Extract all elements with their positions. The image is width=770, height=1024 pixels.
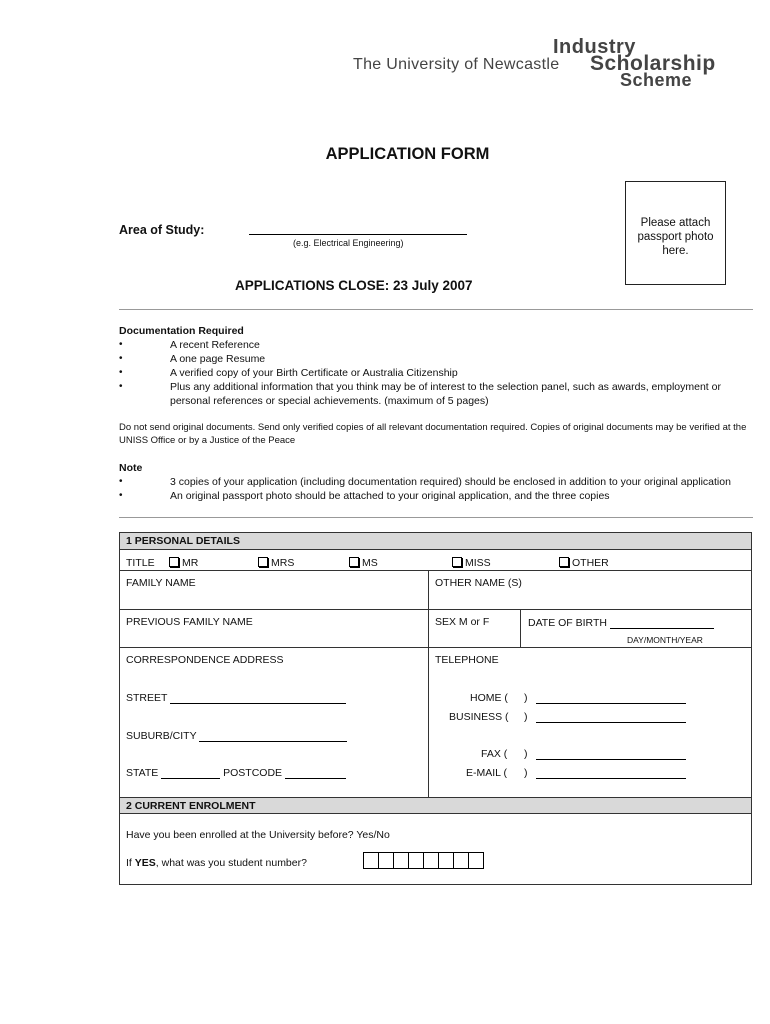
digit-box[interactable] <box>468 852 484 869</box>
student-number-question <box>126 857 307 869</box>
photo-box-line-3: here. <box>662 245 689 257</box>
enrolled-before-question: Have you been enrolled at the University before? Yes/No <box>126 829 390 841</box>
digit-box[interactable] <box>438 852 454 869</box>
question-rest: , what was you student number? <box>155 857 307 869</box>
digit-box[interactable] <box>408 852 424 869</box>
logo-line-scholarship: Scholarship <box>590 52 716 75</box>
checkbox-icon <box>258 557 268 567</box>
page-title: APPLICATION FORM <box>325 145 490 163</box>
yes-text: YES <box>134 857 156 869</box>
home-phone-field[interactable] <box>536 692 686 704</box>
suburb-text: SUBURB/CITY <box>126 730 197 742</box>
current-enrolment-heading: 2 CURRENT ENROLMENT <box>120 797 751 814</box>
dob-text: DATE OF BIRTH <box>528 617 607 629</box>
postcode-field[interactable] <box>285 767 346 779</box>
personal-details-heading: 1 PERSONAL DETAILS <box>120 533 751 550</box>
sex-label: SEX M or F <box>435 616 490 628</box>
digit-box[interactable] <box>363 852 379 869</box>
fax-field[interactable] <box>536 748 686 760</box>
telephone-label: TELEPHONE <box>435 654 499 666</box>
doc-item: A verified copy of your Birth Certificate or Australia Citizenship <box>170 367 458 379</box>
checkbox-icon <box>169 557 179 567</box>
divider <box>119 517 753 518</box>
street-text: STREET <box>126 692 168 704</box>
dob-format-hint: DAY/MONTH/YEAR <box>627 635 703 645</box>
student-number-field[interactable] <box>363 852 484 869</box>
note-item: 3 copies of your application (including documentation required) should be enclosed in addition to your original application <box>170 476 731 488</box>
email-field[interactable] <box>536 767 686 779</box>
logo-line-industry: Industry <box>553 36 636 58</box>
bullet: • <box>119 381 123 392</box>
photo-box-line-2: passport photo <box>637 231 714 243</box>
title-option-ms[interactable] <box>349 557 378 569</box>
state-field[interactable] <box>161 767 220 779</box>
bullet: • <box>119 353 123 364</box>
area-of-study-hint: (e.g. Electrical Engineering) <box>293 238 404 248</box>
date-of-birth-label <box>528 617 714 629</box>
column-divider <box>428 647 429 797</box>
checkbox-icon <box>559 557 569 567</box>
doc-item: A recent Reference <box>170 339 260 351</box>
title-option-label: OTHER <box>572 557 609 569</box>
previous-family-name-label: PREVIOUS FAMILY NAME <box>126 616 253 628</box>
title-option-other[interactable] <box>559 557 609 569</box>
digit-box[interactable] <box>393 852 409 869</box>
documentation-heading: Documentation Required <box>119 325 244 337</box>
bullet: • <box>119 476 123 487</box>
postcode-text: POSTCODE <box>223 767 283 779</box>
note-heading: Note <box>119 462 143 474</box>
fax-label: FAX ( <box>481 748 508 760</box>
doc-item: Plus any additional information that you think may be of interest to the selection panel, such as awards, employment or personal references or special achievements. (maximum of 5 pages) <box>170 381 721 407</box>
dob-field[interactable] <box>610 617 714 629</box>
area-of-study-field[interactable] <box>249 234 467 235</box>
university-name: The University of Newcastle <box>353 56 560 73</box>
state-postcode-label <box>126 767 346 779</box>
bullet: • <box>119 490 123 501</box>
bullet: • <box>119 339 123 350</box>
doc-item: A one page Resume <box>170 353 266 365</box>
photo-box-line-1: Please attach <box>640 217 711 229</box>
divider <box>119 309 753 310</box>
state-text: STATE <box>126 767 159 779</box>
title-option-label: MISS <box>465 557 491 569</box>
note-item: An original passport photo should be attached to your original application, and the three copies <box>170 490 610 502</box>
documentation-notice: Do not send original documents. Send only verified copies of all relevant documentation required. Copies of original documents may be verified at the UNISS Office or by a Justice of the Peace <box>119 422 747 446</box>
digit-box[interactable] <box>423 852 439 869</box>
row-divider <box>119 647 752 648</box>
checkbox-icon <box>452 557 462 567</box>
title-option-label: MS <box>362 557 378 569</box>
family-name-label: FAMILY NAME <box>126 577 196 589</box>
row-divider <box>119 609 752 610</box>
street-label <box>126 692 346 704</box>
suburb-label <box>126 730 347 742</box>
row-divider <box>119 570 752 571</box>
paren-close: ) <box>524 748 528 760</box>
bullet: • <box>119 367 123 378</box>
passport-photo-box <box>625 181 726 285</box>
other-name-label: OTHER NAME (S) <box>435 577 522 589</box>
area-of-study-label: Area of Study: <box>119 223 205 237</box>
title-option-mr[interactable] <box>169 557 198 569</box>
home-phone-label: HOME ( <box>470 692 508 704</box>
digit-box[interactable] <box>453 852 469 869</box>
column-divider <box>520 609 521 647</box>
paren-close: ) <box>524 692 528 704</box>
street-field[interactable] <box>170 692 346 704</box>
title-label: TITLE <box>126 557 155 569</box>
title-option-label: MRS <box>271 557 295 569</box>
business-phone-field[interactable] <box>536 711 686 723</box>
logo-line-scheme: Scheme <box>620 70 693 90</box>
if-text: If <box>126 857 132 869</box>
paren-close: ) <box>524 711 528 723</box>
checkbox-icon <box>349 557 359 567</box>
correspondence-address-label: CORRESPONDENCE ADDRESS <box>126 654 284 666</box>
email-label: E-MAIL ( <box>466 767 508 779</box>
digit-box[interactable] <box>378 852 394 869</box>
title-option-mrs[interactable] <box>258 557 294 569</box>
title-option-label: MR <box>182 557 199 569</box>
suburb-field[interactable] <box>199 730 347 742</box>
business-phone-label: BUSINESS ( <box>449 711 509 723</box>
paren-close: ) <box>524 767 528 779</box>
title-option-miss[interactable] <box>452 557 491 569</box>
applications-close: APPLICATIONS CLOSE: 23 July 2007 <box>235 278 473 293</box>
